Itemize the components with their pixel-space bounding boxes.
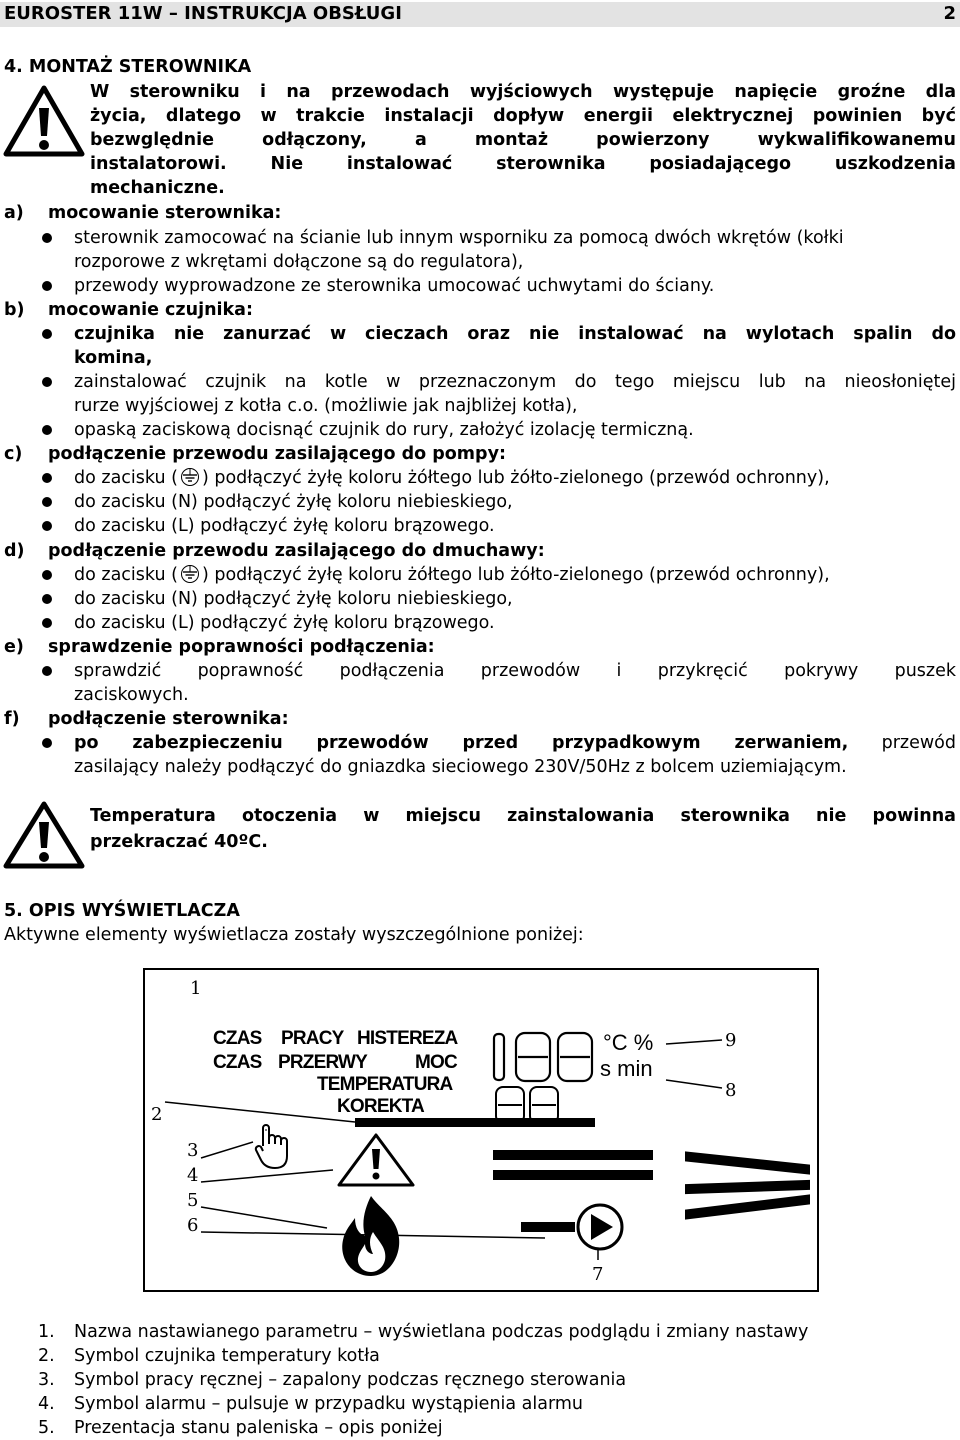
warning-line: W sterowniku i na przewodach wyjściowych występuje napięcie groźne dla bbox=[90, 82, 956, 102]
section-5-title: 5. OPIS WYŚWIETLACZA bbox=[4, 901, 240, 921]
bullet-text: zainstalować czujnik na kotle w przeznaczonym do tego miejscu lub na nieosłoniętej bbox=[74, 372, 956, 392]
bullet-icon bbox=[42, 618, 52, 628]
bullet-text: komina, bbox=[74, 348, 153, 368]
bullet-text-post: ) podłączyć żyłę koloru żółtego lub żółto-zielonego (przewód ochronny), bbox=[201, 468, 830, 488]
subsection-label-c: c) bbox=[4, 444, 23, 464]
temperature-warning: przekraczać 40ºC. bbox=[90, 832, 268, 852]
lcd-label-moc: MOC bbox=[415, 1052, 457, 1073]
bullet-text-pre: do zacisku ( bbox=[74, 565, 178, 585]
bullet-icon bbox=[42, 738, 52, 748]
lcd-label-temperatura: TEMPERATURA bbox=[317, 1074, 453, 1095]
callout-5: 5 bbox=[187, 1190, 199, 1211]
bullet-text-bold: po zabezpieczeniu przewodów przed przypadkowym zerwaniem, bbox=[74, 733, 849, 753]
lcd-label-czas: CZAS bbox=[213, 1028, 262, 1049]
bullet-icon bbox=[42, 425, 52, 435]
list-item-text: Symbol alarmu – pulsuje w przypadku wystąpienia alarmu bbox=[74, 1394, 584, 1414]
lcd-label-czas: CZAS bbox=[213, 1052, 262, 1073]
bullet-text: zasilający należy podłączyć do gniazdka sieciowego 230V/50Hz z bolcem uziemiającym. bbox=[74, 757, 847, 777]
subsection-title-b: mocowanie czujnika: bbox=[48, 300, 253, 320]
subsection-title-d: podłączenie przewodu zasilającego do dmuchawy: bbox=[48, 541, 545, 561]
alarm-icon bbox=[335, 1132, 417, 1188]
bullet-icon bbox=[42, 473, 52, 483]
list-item-number: 5. bbox=[38, 1418, 55, 1438]
callout-3: 3 bbox=[187, 1140, 199, 1161]
bullet-text: rurze wyjściowej z kotła c.o. (możliwie jak najbliżej kotła), bbox=[74, 396, 578, 416]
bullet-text-rest: przewód bbox=[848, 733, 956, 753]
fan-bar bbox=[493, 1150, 653, 1160]
bullet-text bbox=[74, 731, 956, 755]
subsection-label-a: a) bbox=[4, 203, 24, 223]
callout-7: 7 bbox=[592, 1264, 604, 1285]
lcd-label-przerwy: PRZERWY bbox=[278, 1052, 368, 1073]
pump-icon bbox=[575, 1202, 625, 1252]
page-number: 2 bbox=[943, 3, 956, 24]
lcd-label-korekta: KOREKTA bbox=[337, 1096, 424, 1117]
bullet-icon bbox=[42, 570, 52, 580]
callout-9: 9 bbox=[725, 1030, 737, 1051]
callout-lines bbox=[145, 970, 817, 1290]
subsection-label-e: e) bbox=[4, 637, 24, 657]
bullet-text: do zacisku (L) podłączyć żyłę koloru brązowego. bbox=[74, 613, 495, 633]
bullet-text: do zacisku (N) podłączyć żyłę koloru niebieskiego, bbox=[74, 589, 513, 609]
warning-icon bbox=[2, 800, 86, 870]
lcd-units-top: °C % bbox=[603, 1030, 654, 1055]
subsection-title-e: sprawdzenie poprawności podłączenia: bbox=[48, 637, 435, 657]
bullet-icon bbox=[42, 233, 52, 243]
lcd-units-bottom: s min bbox=[600, 1056, 653, 1081]
bullet-text: opaską zaciskową docisnąć czujnik do rury, założyć izolację termiczną. bbox=[74, 420, 694, 440]
ground-symbol-icon bbox=[178, 466, 202, 486]
bullet-icon bbox=[42, 666, 52, 676]
warning-icon bbox=[2, 84, 86, 158]
callout-6: 6 bbox=[187, 1215, 199, 1236]
list-item-number: 1. bbox=[38, 1322, 55, 1342]
subsection-label-d: d) bbox=[4, 541, 25, 561]
list-item-text: Nazwa nastawianego parametru – wyświetlana podczas podglądu i zmiany nastawy bbox=[74, 1322, 809, 1342]
display-diagram bbox=[143, 968, 819, 1292]
fan-bar bbox=[493, 1170, 653, 1180]
bullet-text bbox=[74, 466, 830, 490]
bullet-text: do zacisku (L) podłączyć żyłę koloru brązowego. bbox=[74, 516, 495, 536]
bullet-text: przewody wyprowadzone ze sterownika umocować uchwytami do ściany. bbox=[74, 276, 715, 296]
list-item-number: 2. bbox=[38, 1346, 55, 1366]
warning-line: bezwględnie odłączony, a montaż powierzony wykwalifikowanemu bbox=[90, 130, 956, 150]
bullet-text: sprawdzić poprawność podłączenia przewodów i przykręcić pokrywy puszek bbox=[74, 661, 956, 681]
bullet-text: do zacisku (N) podłączyć żyłę koloru niebieskiego, bbox=[74, 492, 513, 512]
bullet-text-post: ) podłączyć żyłę koloru żółtego lub żółto-zielonego (przewód ochronny), bbox=[201, 565, 830, 585]
subsection-label-f: f) bbox=[4, 709, 20, 729]
list-item-text: Prezentacja stanu paleniska – opis poniżej bbox=[74, 1418, 443, 1438]
bullet-text: zaciskowych. bbox=[74, 685, 189, 705]
bullet-icon bbox=[42, 329, 52, 339]
bullet-icon bbox=[42, 497, 52, 507]
header-title: EUROSTER 11W – INSTRUKCJA OBSŁUGI bbox=[4, 3, 402, 24]
ground-symbol-icon bbox=[178, 563, 202, 583]
bullet-text: czujnika nie zanurzać w cieczach oraz nie instalować na wylotach spalin do bbox=[74, 324, 956, 344]
subsection-title-f: podłączenie sterownika: bbox=[48, 709, 289, 729]
section-4-title: 4. MONTAŻ STEROWNIKA bbox=[4, 57, 252, 77]
temperature-warning: Temperatura otoczenia w miejscu zainstalowania sterownika nie powinna bbox=[90, 806, 956, 826]
bullet-icon bbox=[42, 521, 52, 531]
bullet-text: rozporowe z wkrętami dołączone są do regulatora), bbox=[74, 252, 524, 272]
list-item-number: 3. bbox=[38, 1370, 55, 1390]
page-header bbox=[0, 2, 960, 27]
bullet-icon bbox=[42, 594, 52, 604]
flame-icon bbox=[327, 1192, 415, 1280]
subsection-title-a: mocowanie sterownika: bbox=[48, 203, 282, 223]
hand-icon bbox=[253, 1122, 299, 1172]
callout-8: 8 bbox=[725, 1080, 737, 1101]
bullet-text: sterownik zamocować na ścianie lub innym wsporniku za pomocą dwóch wkrętów (kołki bbox=[74, 228, 844, 248]
list-item-text: Symbol czujnika temperatury kotła bbox=[74, 1346, 380, 1366]
lcd-label-histereza: HISTEREZA bbox=[357, 1028, 458, 1049]
pump-pipe bbox=[521, 1222, 575, 1232]
bullet-icon bbox=[42, 377, 52, 387]
bullet-text-pre: do zacisku ( bbox=[74, 468, 178, 488]
section-5-intro: Aktywne elementy wyświetlacza zostały wyszczególnione poniżej: bbox=[4, 925, 584, 945]
bullet-text bbox=[74, 563, 830, 587]
callout-4: 4 bbox=[187, 1165, 199, 1186]
subsection-label-b: b) bbox=[4, 300, 25, 320]
warning-line: instalatorowi. Nie instalować sterownika posiadającego uszkodzenia bbox=[90, 154, 956, 174]
list-item-text: Symbol pracy ręcznej – zapalony podczas ręcznego sterowania bbox=[74, 1370, 627, 1390]
warning-line: mechaniczne. bbox=[90, 178, 225, 198]
callout-2: 2 bbox=[151, 1104, 163, 1125]
warning-line: życia, dlatego w trakcie instalacji dopływ energii elektrycznej powinien być bbox=[90, 106, 956, 126]
sensor-symbol bbox=[355, 1118, 595, 1127]
subsection-title-c: podłączenie przewodu zasilającego do pompy: bbox=[48, 444, 506, 464]
bullet-icon bbox=[42, 281, 52, 291]
callout-1: 1 bbox=[190, 978, 202, 999]
lcd-label-pracy: PRACY bbox=[281, 1028, 344, 1049]
list-item-number: 4. bbox=[38, 1394, 55, 1414]
